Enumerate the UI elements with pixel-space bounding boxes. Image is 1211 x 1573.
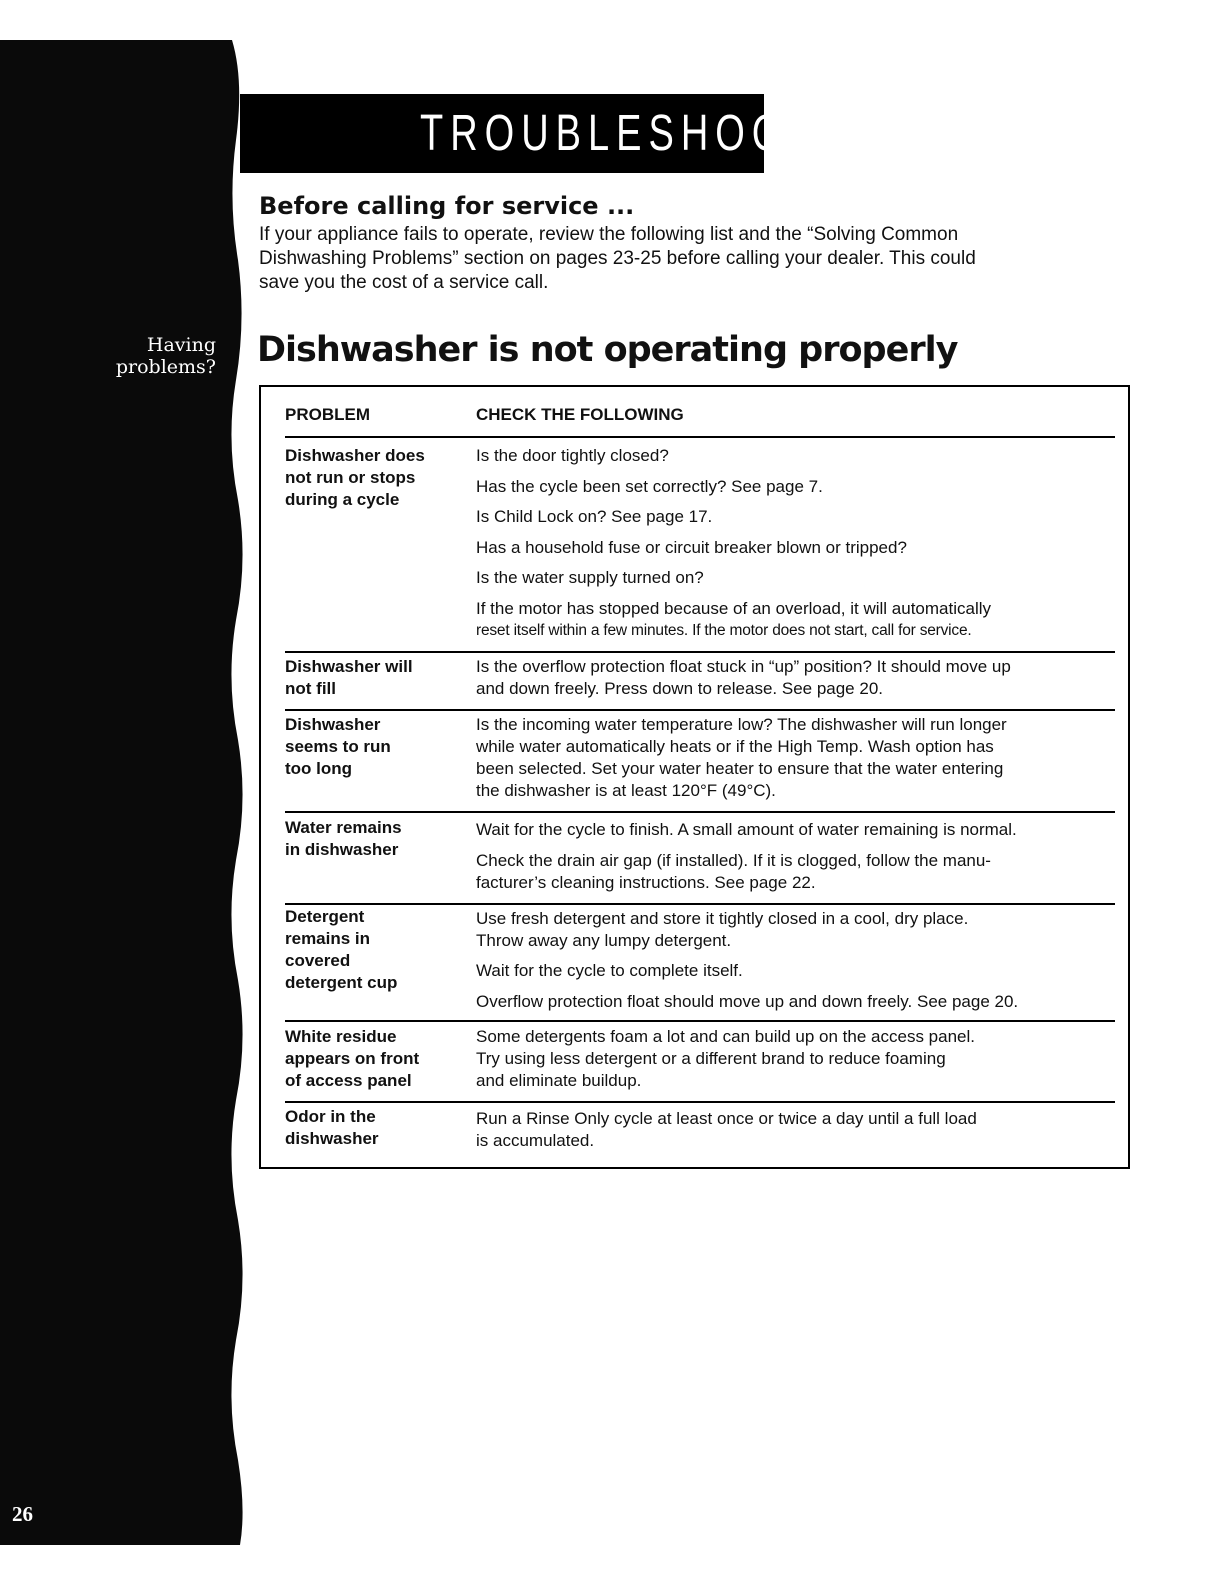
- problem-line: too long: [285, 759, 353, 778]
- row-divider: [285, 651, 1115, 653]
- problem-line: appears on front: [285, 1049, 420, 1068]
- check-item: Is the incoming water temperature low? The dishwasher will run longer: [476, 715, 1007, 734]
- page-title: TROUBLESHOOTING: [420, 105, 908, 163]
- check-item: the dishwasher is at least 120°F (49°C).: [476, 781, 776, 800]
- problem-line: seems to run: [285, 737, 391, 756]
- check-item: Use fresh detergent and store it tightly closed in a cool, dry place.: [476, 909, 969, 928]
- problem-line: detergent cup: [285, 973, 398, 992]
- row-divider: [285, 1101, 1115, 1103]
- check-item: Check the drain air gap (if installed). If it is clogged, follow the manu-: [476, 851, 991, 870]
- header-divider: [285, 436, 1115, 438]
- intro-line: save you the cost of a service call.: [259, 272, 549, 293]
- problem-cell: [285, 906, 465, 994]
- side-label-line2: problems?: [115, 356, 216, 378]
- problem-line: during a cycle: [285, 490, 400, 509]
- check-item: Is the door tightly closed?: [476, 446, 669, 465]
- row-divider: [285, 811, 1115, 813]
- check-item: reset itself within a few minutes. If the motor does not start, call for service.: [476, 622, 972, 639]
- side-label-line1: Having: [146, 334, 216, 356]
- check-item: Has a household fuse or circuit breaker blown or tripped?: [476, 538, 907, 557]
- check-item: Overflow protection float should move up and down freely. See page 20.: [476, 992, 1019, 1011]
- check-item: Is the overflow protection float stuck in “up” position? It should move up: [476, 657, 1011, 676]
- problem-line: Dishwasher: [285, 715, 381, 734]
- intro-paragraph: [259, 223, 1139, 295]
- sidebar: [0, 0, 250, 1573]
- intro-line: If your appliance fails to operate, review the following list and the “Solving Common: [259, 224, 959, 245]
- row-divider: [285, 1020, 1115, 1022]
- problem-line: not fill: [285, 679, 336, 698]
- problem-cell: [285, 1026, 465, 1092]
- check-item: Is Child Lock on? See page 17.: [476, 507, 713, 526]
- header-check: CHECK THE FOLLOWING: [476, 405, 684, 424]
- check-item: been selected. Set your water heater to ensure that the water entering: [476, 759, 1004, 778]
- check-item: while water automatically heats or if the High Temp. Wash option has: [476, 737, 994, 756]
- check-item: Is the water supply turned on?: [476, 568, 704, 587]
- problem-line: Dishwasher does: [285, 446, 425, 465]
- check-item: Throw away any lumpy detergent.: [476, 931, 732, 950]
- page-number: 26: [12, 1502, 33, 1526]
- check-item: Some detergents foam a lot and can build up on the access panel.: [476, 1027, 975, 1046]
- problem-line: dishwasher: [285, 1129, 379, 1148]
- intro-line: Dishwashing Problems” section on pages 23-25 before calling your dealer. This could: [259, 248, 976, 269]
- side-section-label: [88, 334, 216, 378]
- problem-cell: [285, 656, 465, 700]
- problem-line: Odor in the: [285, 1107, 376, 1126]
- intro-heading: Before calling for service ...: [259, 192, 635, 220]
- problem-line: Dishwasher will: [285, 657, 413, 676]
- problem-cell: [285, 817, 465, 861]
- check-item: and down freely. Press down to release. See page 20.: [476, 679, 883, 698]
- problem-cell: [285, 445, 465, 511]
- row-divider: [285, 903, 1115, 905]
- problem-line: White residue: [285, 1027, 397, 1046]
- check-item: Run a Rinse Only cycle at least once or twice a day until a full load: [476, 1109, 977, 1128]
- check-item: facturer’s cleaning instructions. See page 22.: [476, 873, 816, 892]
- row-divider: [285, 709, 1115, 711]
- check-item: Has the cycle been set correctly? See page 7.: [476, 477, 823, 496]
- section-title: Dishwasher is not operating properly: [257, 330, 958, 370]
- sidebar-shape: [0, 0, 250, 1573]
- check-item: Wait for the cycle to complete itself.: [476, 961, 743, 980]
- problem-line: Water remains: [285, 818, 402, 837]
- problem-line: in dishwasher: [285, 840, 399, 859]
- check-item: Wait for the cycle to finish. A small amount of water remaining is normal.: [476, 820, 1017, 839]
- problem-cell: [285, 714, 465, 780]
- problem-line: remains in: [285, 929, 371, 948]
- problem-line: covered: [285, 951, 351, 970]
- header-problem: PROBLEM: [285, 405, 370, 424]
- problem-cell: [285, 1106, 465, 1150]
- problem-line: of access panel: [285, 1071, 412, 1090]
- problem-line: not run or stops: [285, 468, 416, 487]
- check-item: and eliminate buildup.: [476, 1071, 642, 1090]
- check-item: If the motor has stopped because of an overload, it will automatically: [476, 599, 992, 618]
- problem-line: Detergent: [285, 907, 365, 926]
- check-item: Try using less detergent or a different brand to reduce foaming: [476, 1049, 946, 1068]
- check-item: is accumulated.: [476, 1131, 595, 1150]
